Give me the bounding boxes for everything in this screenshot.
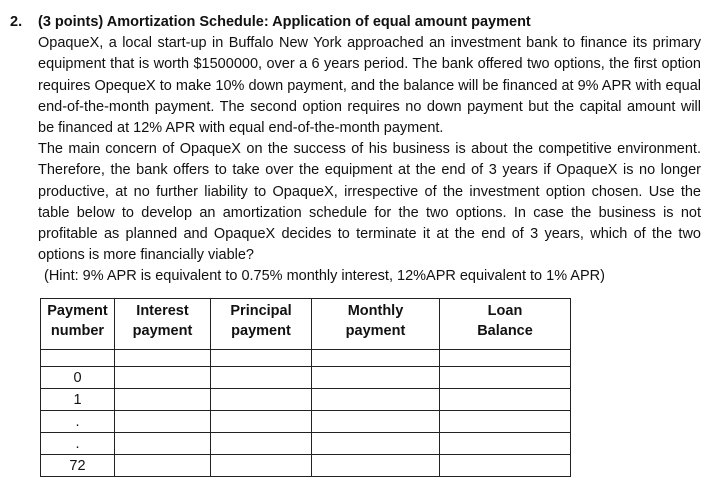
- table-row: [41, 455, 571, 477]
- header-monthly-payment: Monthly payment: [312, 299, 440, 350]
- header-principal-payment: Principal payment: [211, 299, 312, 350]
- table-row: [41, 411, 571, 433]
- table-header-row: [41, 299, 571, 350]
- payment-number-cell: .: [41, 433, 115, 455]
- header-loan-balance: Loan Balance: [440, 299, 571, 350]
- header-payment-number: Payment number: [41, 299, 115, 350]
- table-row-empty: [41, 350, 571, 367]
- header-interest-payment: Interest payment: [115, 299, 211, 350]
- payment-number-cell: .: [41, 411, 115, 433]
- payment-number-cell: 0: [41, 367, 115, 389]
- table-row: [41, 367, 571, 389]
- question-hint: (Hint: 9% APR is equivalent to 0.75% monthly interest, 12%APR equivalent to 1% APR): [44, 268, 605, 285]
- question-number: 2.: [10, 14, 23, 30]
- question-body: [38, 12, 701, 288]
- question-paragraph-2: The main concern of OpaqueX on the success of his business is about the competitive environment. Therefore, the bank offers to take over the equipment at the end of 3 years if OpaqueX is no longer productive, at no further liability to OpaqueX, irrespective of the investment option chosen. Use the table below to develop an amortization schedule for the two options. In case the business is not profitable as planned and OpaqueX decides to terminate it at the end of 3 years, which of the two options is more financially viable?: [38, 141, 701, 264]
- question-paragraph-1: OpaqueX, a local start-up in Buffalo New York approached an investment bank to finance its primary equipment that is worth $1500000, over a 6 years period. The bank offered two options, the first option requires OpequeX to make 10% down payment, and the balance will be financed at 9% APR with equal end-of-the-month payment. The second option requires no down payment but the capital amount will be financed at 12% APR with equal end-of-the-month payment.: [38, 35, 701, 137]
- payment-number-cell: 1: [41, 389, 115, 411]
- question-title: (3 points) Amortization Schedule: Application of equal amount payment: [38, 14, 531, 30]
- table-row: [41, 433, 571, 455]
- table-row: [41, 389, 571, 411]
- payment-number-cell: 72: [41, 455, 115, 477]
- amortization-table: [40, 298, 571, 477]
